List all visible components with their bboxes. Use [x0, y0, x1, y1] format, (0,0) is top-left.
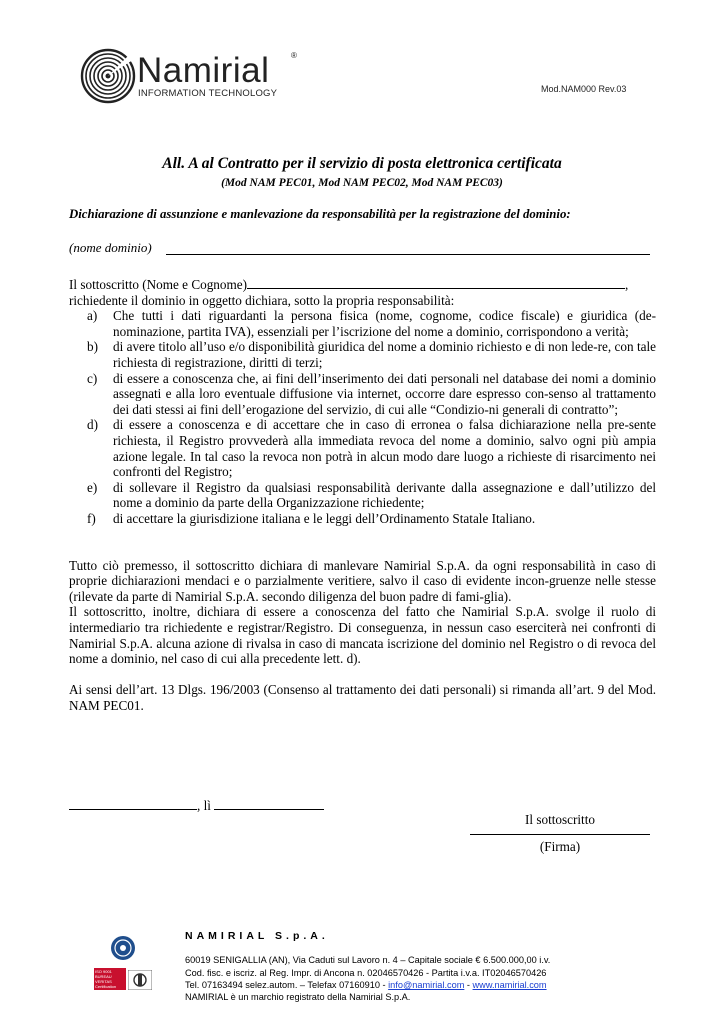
- list-item-text: di accettare la giurisdizione italiana e le leggi dell’Ordinamento Statale Italiano.: [113, 510, 536, 526]
- accredia-seal-icon: [110, 934, 136, 964]
- paragraph-privacy: Ai sensi dell’art. 13 Dlgs. 196/2003 (Consenso al trattamento dei dati personali) si rimanda all’art. 9 del Mod. NAM PEC01.: [69, 682, 656, 714]
- footer-sep: -: [466, 979, 470, 990]
- logo-subtitle: INFORMATION TECHNOLOGY: [138, 88, 278, 99]
- list-marker: a): [87, 308, 98, 324]
- declaration-list: [69, 308, 656, 526]
- signatory-line: [69, 276, 656, 293]
- footer-contacts: [185, 979, 550, 991]
- main-body: [69, 276, 656, 714]
- document-title: All. A al Contratto per il servizio di posta elettronica certificata: [162, 155, 562, 172]
- footer-address: 60019 SENIGALLIA (AN), Via Caduti sul Lavoro n. 4 – Capitale sociale € 6.500.000,00 i.v.: [185, 955, 551, 966]
- signatory-name-field[interactable]: [247, 276, 625, 289]
- list-item: [69, 480, 656, 511]
- list-item: [69, 511, 656, 527]
- place-date-line: [69, 797, 324, 814]
- list-item-text: di sollevare il Registro da qualsiasi responsabilità derivante dalla assegnazione e dall’utilizzo del nome a dominio da parte della Organizzazione richiedente;: [113, 479, 656, 511]
- bureau-veritas-cert-icon: ISO 9001 BUREAU VERITAS Certification: [94, 968, 126, 990]
- date-field[interactable]: [214, 797, 324, 810]
- website-link[interactable]: www.namirial.com: [472, 979, 547, 990]
- list-marker: e): [87, 479, 98, 495]
- list-item-text: di essere a conoscenza che, ai fini dell’inserimento dei dati personali nel database dei nomi a dominio assegnati e alla loro eventuale diffusione via internet, occorre dare espresso con-senso al trattamento dei dati stessi ai fini dell’erogazione del servizio, di cui alle “Condizio-ni generali di contratto”;: [113, 370, 656, 417]
- footer-trademark: NAMIRIAL è un marchio registrato della Namirial S.p.A.: [185, 992, 411, 1003]
- list-item: [69, 308, 656, 339]
- list-item-text: Che tutti i dati riguardanti la persona fisica (nome, cognome, codice fiscale) e giuridica (de-nominazione, partita IVA), essenziali per l’iscrizione del nome a dominio, corrispondono a verità;: [113, 308, 656, 339]
- footer: [185, 930, 550, 1003]
- list-item: [69, 339, 656, 370]
- firma-label: (Firma): [539, 839, 581, 854]
- certification-mark-icon: [128, 970, 152, 990]
- signatory-label: Il sottoscritto (Nome e Cognome): [69, 277, 247, 292]
- signature-field[interactable]: [470, 834, 650, 835]
- paragraph-intermediario: Il sottoscritto, inoltre, dichiara di essere a conoscenza del fatto che Namirial S.p.A. svolge il ruolo di intermediario tra richiedente e registrar/Registro. Di conseguenza, in nessun caso eserciterà nei confronti di Namirial S.p.A. alcuna azione di rivalsa in caso di mancata iscrizione del dominio nel Registro o di revoca del nome a dominio, nel caso di cui alla precedente lett. d).: [69, 604, 656, 667]
- place-date-separator: , lì: [197, 798, 211, 813]
- intro-line: richiedente il dominio in oggetto dichiara, sotto la propria responsabilità:: [69, 292, 455, 308]
- module-code: Mod.NAM000 Rev.03: [541, 84, 627, 94]
- signer-label: Il sottoscritto: [525, 812, 595, 827]
- list-marker: c): [87, 370, 98, 386]
- place-field[interactable]: [69, 797, 197, 810]
- signature-block: [470, 812, 650, 855]
- list-item: [69, 417, 656, 479]
- footer-registration: Cod. fisc. e iscriz. al Reg. Impr. di Ancona n. 02046570426 - Partita i.v.a. IT02046570426: [185, 967, 547, 978]
- paragraph-manleva: Tutto ciò premesso, il sottoscritto dichiara di manlevare Namirial S.p.A. da ogni responsabilità in caso di proprie dichiarazioni mendaci e o parzialmente veritiere, salvo il caso di evidente incon-gruenze nelle stesse (rilevate da parte di Namirial S.p.A. secondo diligenza del buon padre di fami-glia).: [69, 557, 656, 604]
- logo-registered-mark: ®: [291, 51, 297, 60]
- footer-phone: Tel. 07163494 selez.autom. – Telefax 07160910 -: [185, 979, 386, 990]
- signatory-comma: ,: [625, 277, 629, 292]
- list-item: [69, 371, 656, 418]
- domain-name-field[interactable]: [166, 254, 650, 255]
- domain-label: (nome dominio): [69, 240, 152, 255]
- footer-company: NAMIRIAL S.p.A.: [185, 930, 329, 942]
- logo-wordmark: Namirial: [137, 51, 270, 90]
- namirial-logo-icon: [80, 48, 136, 104]
- document-subtitle: (Mod NAM PEC01, Mod NAM PEC02, Mod NAM PEC03): [221, 177, 503, 189]
- list-item-text: di avere titolo all’uso e/o disponibilità giuridica del nome a dominio richiesto e di non lede-re, con tale richiesta di registrazione, diritti di terzi;: [113, 339, 656, 370]
- list-item-text: di essere a conoscenza e di accettare che in caso di erronea o falsa dichiarazione nella pre-sente richiesta, il Registro provvederà alla immediata revoca del nome a dominio, salvo ogni più ampia azione legale. In tal caso la revoca non potrà in alcun modo dare luogo a richieste di risarcimento nei confronti del Registro;: [113, 417, 656, 480]
- email-link[interactable]: info@namirial.com: [388, 979, 465, 990]
- list-marker: b): [87, 339, 98, 355]
- declaration-heading: Dichiarazione di assunzione e manlevazione da responsabilità per la registrazione del dominio:: [69, 207, 571, 221]
- list-marker: f): [87, 510, 96, 526]
- list-marker: d): [87, 417, 98, 433]
